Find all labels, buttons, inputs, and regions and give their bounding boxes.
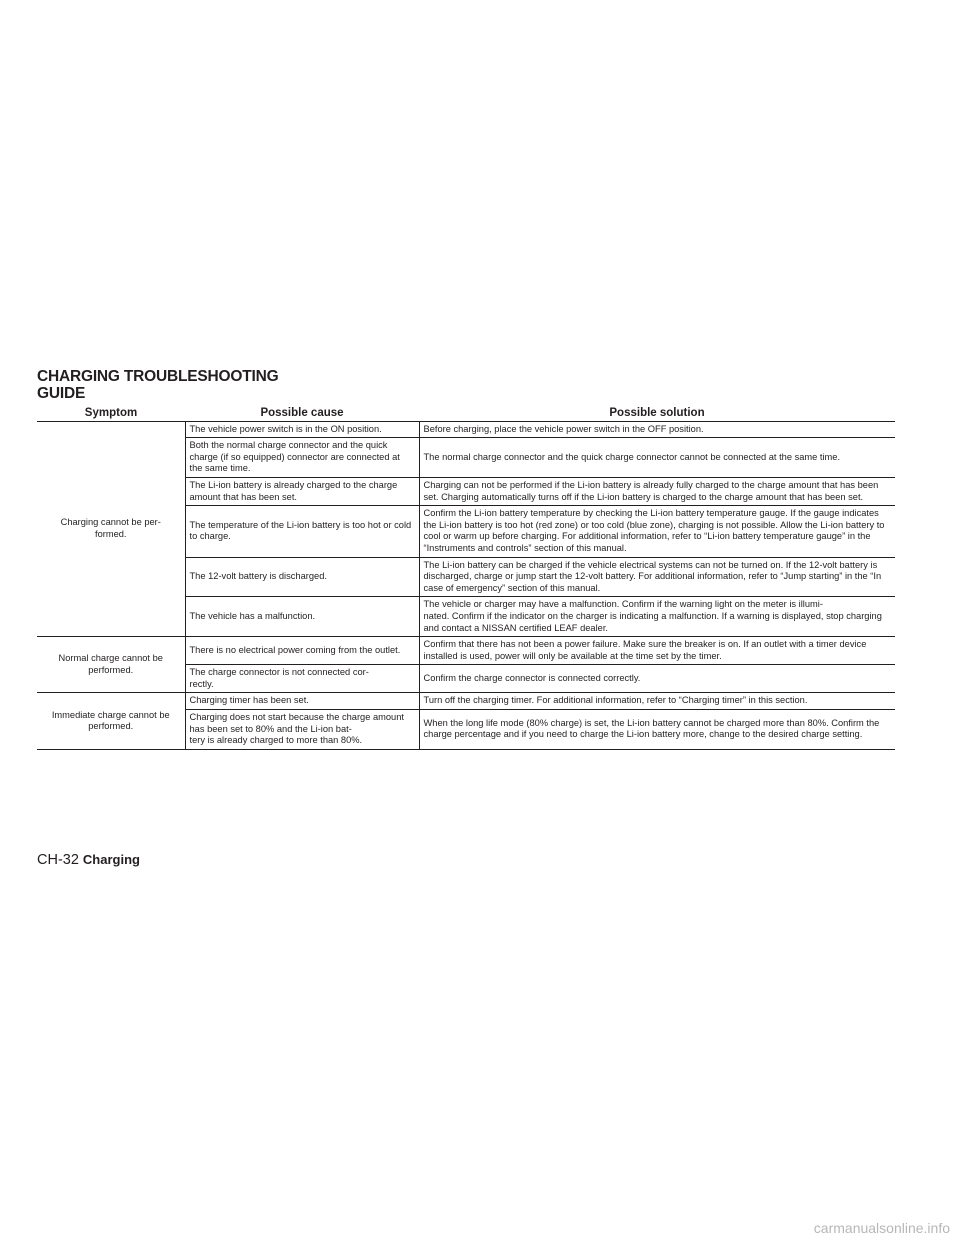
cause-cell: There is no electrical power coming from the outlet.: [185, 637, 419, 665]
table-row: [37, 637, 895, 665]
solution-cell: The normal charge connector and the quick charge connector cannot be connected at the same time.: [419, 438, 895, 478]
cause-cell: The temperature of the Li-ion battery is too hot or cold to charge.: [185, 506, 419, 557]
troubleshooting-table: [37, 406, 895, 750]
cause-cell: The 12-volt battery is discharged.: [185, 557, 419, 597]
page-title: [37, 368, 278, 402]
cause-cell: The vehicle power switch is in the ON position.: [185, 421, 419, 438]
page-number: CH-32: [37, 852, 79, 868]
cause-cell: The Li-ion battery is already charged to the charge amount that has been set.: [185, 477, 419, 505]
solution-cell: Before charging, place the vehicle power switch in the OFF position.: [419, 421, 895, 438]
footer-section-name: Charging: [82, 852, 140, 867]
solution-cell: Confirm that there has not been a power failure. Make sure the breaker is on. If an outlet with a timer device installed is used, power will only be available at the time set by the timer.: [419, 637, 895, 665]
cause-cell: The vehicle has a malfunction.: [185, 597, 419, 637]
table-row: [37, 421, 895, 438]
table-body: [37, 421, 895, 749]
page-footer: [37, 851, 140, 869]
solution-cell: When the long life mode (80% charge) is set, the Li-ion battery cannot be charged more than 80%. Confirm the charge percentage and if you need to charge the Li-ion battery more, change to the desired charge setting.: [419, 710, 895, 750]
symptom-cell: Immediate charge cannot be performed.: [37, 693, 185, 749]
solution-cell: The vehicle or charger may have a malfunction. Confirm if the warning light on the meter is illumi- nated. Confirm if the indicator on the charger is indicating a malfunction. If a warning is displayed, stop charging and contact a NISSAN certified LEAF dealer.: [419, 597, 895, 637]
solution-cell: Charging can not be performed if the Li-ion battery is already fully charged to the charge amount that has been set. Charging automatically turns off if the Li-ion battery is charged to the charge amount that has been set.: [419, 477, 895, 505]
table-row: [37, 693, 895, 710]
cause-cell: Both the normal charge connector and the quick charge (if so equipped) connector are connected at the same time.: [185, 438, 419, 478]
cause-cell: The charge connector is not connected cor- rectly.: [185, 665, 419, 693]
solution-cell: Confirm the charge connector is connected correctly.: [419, 665, 895, 693]
symptom-cell: Charging cannot be per- formed.: [37, 421, 185, 637]
page-title-line-2: GUIDE: [37, 385, 86, 402]
table-header-row: [37, 406, 895, 421]
cause-cell: Charging does not start because the charge amount has been set to 80% and the Li-ion bat- tery is already charged to more than 80%.: [185, 710, 419, 750]
header-possible-cause: Possible cause: [185, 406, 419, 421]
symptom-cell: Normal charge cannot be performed.: [37, 637, 185, 693]
solution-cell: The Li-ion battery can be charged if the vehicle electrical systems can not be turned on. If the 12-volt battery is discharged, charge or jump start the 12-volt battery. For additional information, refer to “Jump starting” in the “In case of emergency” section of this manual.: [419, 557, 895, 597]
header-symptom: Symptom: [37, 406, 185, 421]
page-title-line-1: CHARGING TROUBLESHOOTING: [37, 368, 279, 385]
header-possible-solution: Possible solution: [419, 406, 895, 421]
cause-cell: Charging timer has been set.: [185, 693, 419, 710]
watermark: carmanualsonline.info: [813, 1220, 950, 1236]
solution-cell: Confirm the Li-ion battery temperature by checking the Li-ion battery temperature gauge. If the gauge indicates the Li-ion battery is too hot (red zone) or too cold (blue zone), charging is not possible. Allow the Li-ion battery to cool or warm up before charging. For additional information, refer to “Li-ion battery temperature gauge” in the “Instruments and controls” section of this manual.: [419, 506, 895, 557]
solution-cell: Turn off the charging timer. For additional information, refer to “Charging timer” in this section.: [419, 693, 895, 710]
